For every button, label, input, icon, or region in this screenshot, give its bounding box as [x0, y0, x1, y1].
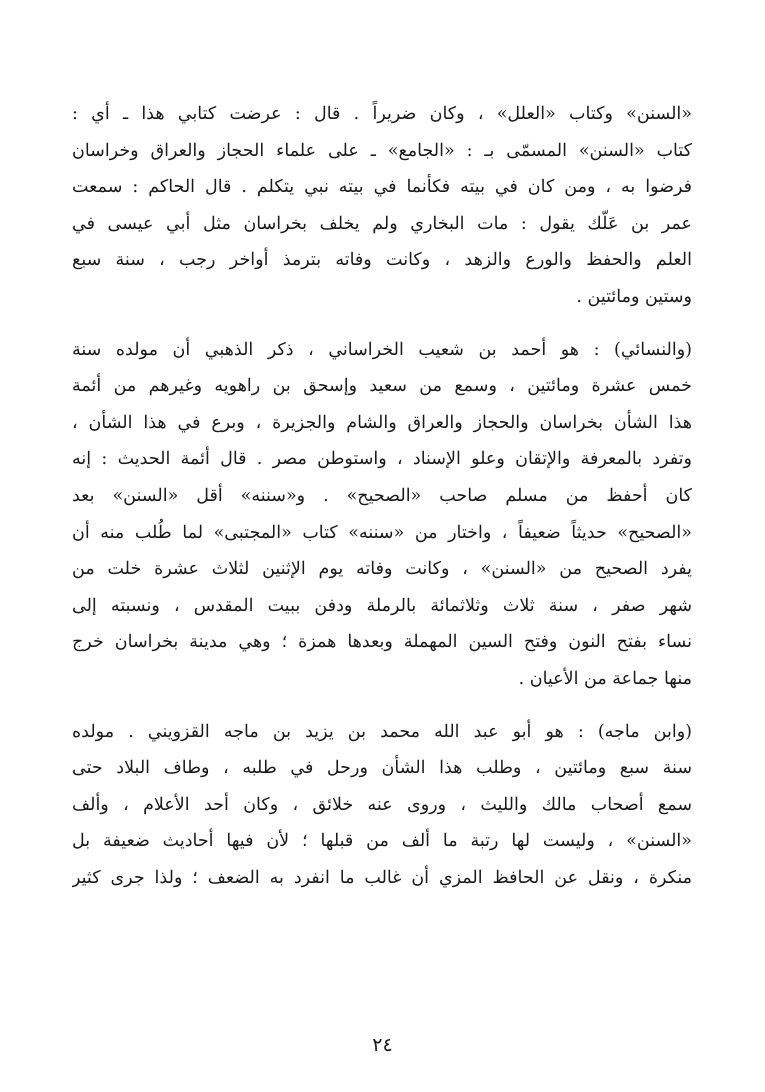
text-line: وستين ومائتين .: [576, 286, 692, 307]
text-line: (والنسائي) : هو أحمد بن شعيب الخراساني ، ذكر الذهبي أن مولده سنة: [72, 339, 692, 360]
paragraph-ibn-majah: [72, 714, 692, 897]
text-line: منكرة ، ونقل عن الحافظ المزي أن غالب ما انفرد به الضعف ؛ ولذا جرى كثير: [72, 867, 692, 888]
text-line: «الصحيح» حديثاً ضعيفاً ، واختار من «سننه» كتاب «المجتبى» لما طُلب منه أن: [72, 522, 692, 543]
text-line: «السنن» وكتاب «العلل» ، وكان ضريراً . قال : عرضت كتابي هذا ـ أي :: [72, 104, 692, 124]
text-line: شهر صفر ، سنة ثلاث وثلاثمائة بالرملة ودفن ببيت المقدس ، ونسبته إلى: [72, 595, 692, 616]
text-line: «السنن» ، وليست لها رتبة ما ألف من قبلها ؛ لأن فيها أحاديث ضعيفة بل: [72, 831, 692, 852]
paragraph-tirmidhi: [72, 96, 692, 316]
text-line: عمر بن عَلّك يقول : مات البخاري ولم يخلف بخراسان مثل أبي عيسى في: [72, 213, 692, 234]
text-line: كان أحفظ من مسلم صاحب «الصحيح» . و«سننه» أقل «السنن» بعد: [72, 485, 692, 506]
text-line: العلم والحفظ والورع والزهد ، وكانت وفاته بترمذ أواخر رجب ، سنة سبع: [72, 250, 692, 271]
page-body: [72, 96, 692, 896]
text-line: يفرد الصحيح من «السنن» ، وكانت وفاته يوم الإثنين لثلاث عشرة خلت من: [72, 559, 692, 580]
paragraph-nasai: [72, 332, 692, 698]
text-line: نساء بفتح النون وفتح السين المهملة وبعدها همزة ؛ وهي مدينة بخراسان خرج: [72, 632, 692, 653]
text-line: سنة سبع ومائتين ، وطلب هذا الشأن ورحل في طلبه ، وطاف البلاد حتى: [72, 758, 692, 779]
text-line: هذا الشأن بخراسان والحجاز والعراق والشام والجزيرة ، وبرع في هذا الشأن ،: [72, 412, 692, 433]
text-line: منها جماعة من الأعيان .: [518, 668, 692, 689]
text-line: وتفرد بالمعرفة والإتقان وعلو الإسناد ، واستوطن مصر . قال أئمة الحديث : إنه: [72, 449, 692, 470]
text-line: فرضوا به ، ومن كان في بيته فكأنما في بيته نبي يتكلم . قال الحاكم : سمعت: [72, 177, 692, 198]
text-line: (وابن ماجه) : هو أبو عبد الله محمد بن يزيد بن ماجه القزويني . مولده: [72, 721, 692, 742]
text-line: كتاب «السنن» المسمّى بـ : «الجامع» ـ على علماء الحجاز والعراق وخراسان: [72, 140, 692, 161]
text-line: سمع أصحاب مالك والليث ، وروى عنه خلائق ، وكان أحد الأعلام ، وألف: [72, 794, 692, 815]
text-line: خمس عشرة ومائتين ، وسمع من سعيد وإسحق بن راهويه وغيرهم من أئمة: [72, 376, 692, 397]
page-number: ٢٤: [372, 1034, 393, 1056]
